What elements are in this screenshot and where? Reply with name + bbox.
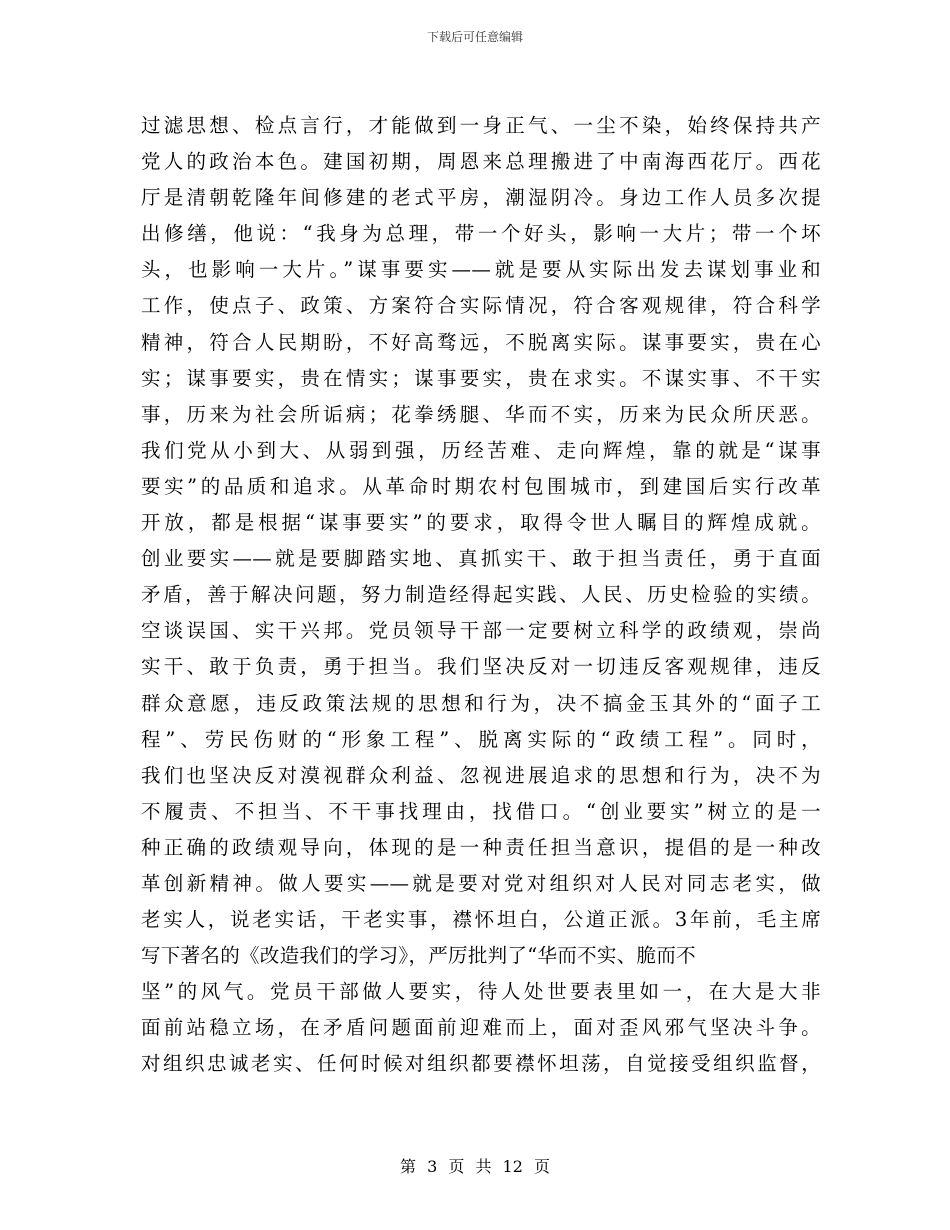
text-line: 创业要实——就是要脚踏实地、真抓实干、敢于担当责任，勇于直面	[141, 547, 821, 571]
document-body	[141, 108, 821, 1083]
text-line: 对组织忠诚老实、任何时候对组织都要襟怀坦荡，自觉接受组织监督，	[141, 1052, 821, 1076]
text-line: 厅是清朝乾隆年间修建的老式平房，潮湿阴冷。身边工作人员多次提	[141, 186, 821, 210]
text-line: 坚”的风气。党员干部做人要实，待人处世要表里如一，在大是大非	[141, 980, 821, 1004]
page-header-note: 下载后可任意编辑	[426, 30, 523, 44]
text-line: 出修缮，他说：“我身为总理，带一个好头，影响一大片；带一个坏	[141, 222, 821, 246]
text-line: 不履责、不担当、不干事找理由，找借口。“创业要实”树立的是一	[141, 799, 821, 823]
text-line: 我们也坚决反对漠视群众利益、忽视进展追求的思想和行为，决不为	[141, 763, 821, 787]
text-line: 种正确的政绩观导向，体现的是一种责任担当意识，提倡的是一种改	[141, 835, 821, 859]
text-line: 要实”的品质和追求。从革命时期农村包围城市，到建国后实行改革	[141, 474, 821, 498]
text-line: 矛盾，善于解决问题，努力制造经得起实践、人民、历史检验的实绩。	[141, 583, 821, 607]
text-line: 群众意愿，违反政策法规的思想和行为，决不搞金玉其外的“面子工	[141, 691, 821, 715]
text-line: 我们党从小到大、从弱到强，历经苦难、走向辉煌，靠的就是“谋事	[141, 438, 821, 462]
text-line: 革创新精神。做人要实——就是要对党对组织对人民对同志老实，做	[141, 871, 821, 895]
page-number-footer: 第 3 页 共 12 页	[400, 1157, 550, 1176]
text-line: 过滤思想、检点言行，才能做到一身正气、一尘不染，始终保持共产	[141, 114, 821, 137]
text-line: 空谈误国、实干兴邦。党员领导干部一定要树立科学的政绩观，崇尚	[141, 619, 821, 643]
text-line: 程”、劳民伤财的“形象工程”、脱离实际的“政绩工程”。同时，	[141, 727, 821, 751]
text-line: 事，历来为社会所诟病；花拳绣腿、华而不实，历来为民众所厌恶。	[141, 402, 821, 426]
text-line: 开放，都是根据“谋事要实”的要求，取得令世人瞩目的辉煌成就。	[141, 511, 821, 535]
text-line: 精神，符合人民期盼，不好高骛远，不脱离实际。谋事要实，贵在心	[141, 330, 821, 354]
text-line: 写下著名的《改造我们的学习》，严厉批判了“华而不实、脆而不	[141, 944, 696, 968]
text-line: 面前站稳立场，在矛盾问题面前迎难而上，面对歪风邪气坚决斗争。	[141, 1016, 821, 1040]
text-line: 党人的政治本色。建国初期，周恩来总理搬进了中南海西花厅。西花	[141, 150, 821, 174]
text-line: 实干、敢于负责，勇于担当。我们坚决反对一切违反客观规律，违反	[141, 655, 821, 679]
text-line: 工作，使点子、政策、方案符合实际情况，符合客观规律，符合科学	[141, 294, 821, 318]
text-line: 头，也影响一大片。”谋事要实——就是要从实际出发去谋划事业和	[141, 258, 821, 282]
text-line: 实；谋事要实，贵在情实；谋事要实，贵在求实。不谋实事、不干实	[141, 366, 821, 390]
text-line: 老实人，说老实话，干老实事，襟怀坦白，公道正派。3年前，毛主席	[141, 908, 821, 932]
